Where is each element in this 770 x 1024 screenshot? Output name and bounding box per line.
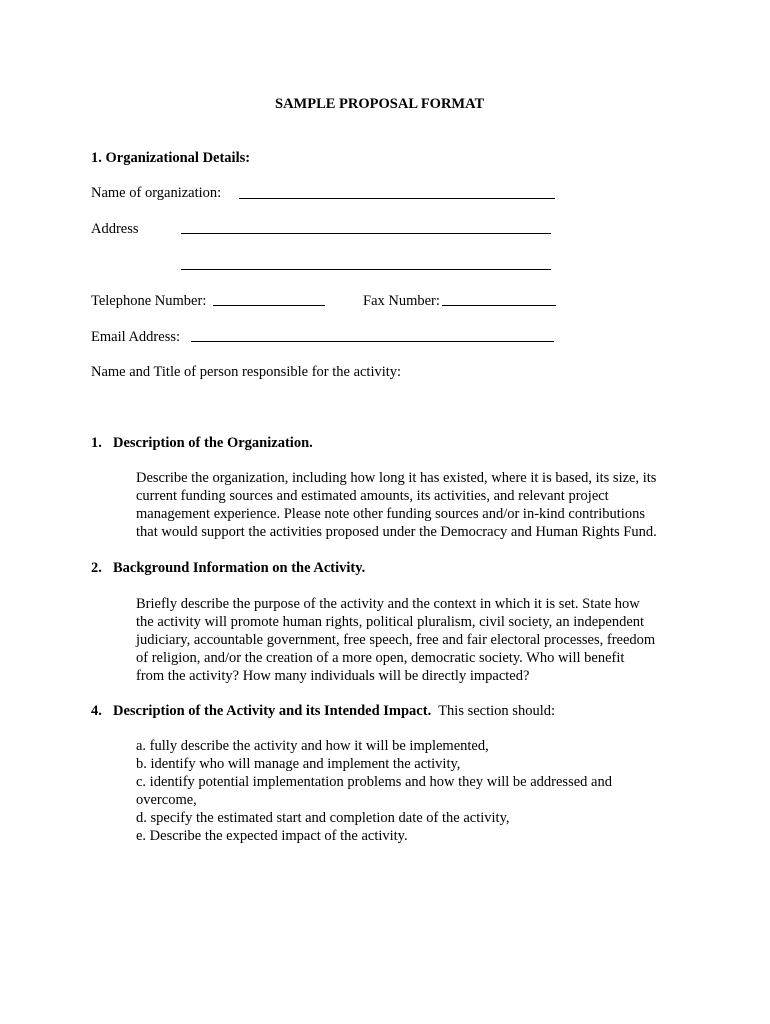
section-heading: Description of the Organization. — [113, 435, 313, 451]
org-name-field[interactable] — [239, 198, 555, 199]
address-field-line-1[interactable] — [181, 233, 551, 234]
paragraph-line: Briefly describe the purpose of the activity and the context in which it is set. State how — [136, 596, 640, 612]
list-item: d. specify the estimated start and completion date of the activity, — [136, 810, 510, 826]
section-heading: Background Information on the Activity. — [113, 560, 366, 576]
section-paragraph — [136, 595, 696, 685]
fax-field[interactable] — [442, 305, 556, 306]
section-number: 1. — [91, 435, 102, 451]
section-heading: Description of the Activity and its Intended Impact. — [113, 703, 432, 719]
address-field-line-2[interactable] — [181, 269, 551, 270]
paragraph-line: the activity will promote human rights, political pluralism, civil society, an independent — [136, 614, 645, 630]
paragraph-line: that would support the activities proposed under the Democracy and Human Rights Fund. — [136, 524, 657, 540]
list-item: a. fully describe the activity and how it will be implemented, — [136, 738, 489, 754]
paragraph-line: current funding sources and estimated amounts, its activities, and relevant project — [136, 488, 609, 504]
paragraph-line: management experience. Please note other funding sources and/or in-kind contributions — [136, 506, 645, 522]
list-item: e. Describe the expected impact of the activity. — [136, 828, 408, 844]
paragraph-line: from the activity? How many individuals will be directly impacted? — [136, 668, 530, 684]
address-label: Address — [91, 221, 139, 237]
paragraph-line: of religion, and/or the creation of a more open, democratic society. Who will benefit — [136, 650, 625, 666]
list-item: b. identify who will manage and implement the activity, — [136, 756, 461, 772]
email-label: Email Address: — [91, 329, 181, 345]
section-paragraph — [136, 469, 696, 541]
org-name-label: Name of organization: — [91, 185, 222, 201]
telephone-field[interactable] — [213, 305, 325, 306]
list-item: c. identify potential implementation problems and how they will be addressed and — [136, 774, 612, 790]
org-details-heading: 1. Organizational Details: — [91, 150, 251, 166]
section-heading-row — [113, 702, 555, 720]
telephone-label: Telephone Number: — [91, 293, 207, 309]
document-title: SAMPLE PROPOSAL FORMAT — [275, 96, 485, 112]
responsible-person-label: Name and Title of person responsible for the activity: — [91, 364, 402, 380]
list-item: overcome, — [136, 792, 197, 808]
section-heading-suffix: This section should: — [438, 703, 556, 719]
section-list — [136, 737, 696, 845]
section-number: 4. — [91, 703, 102, 719]
paragraph-line: Describe the organization, including how long it has existed, where it is based, its size, its — [136, 470, 657, 486]
email-field[interactable] — [191, 341, 554, 342]
section-number: 2. — [91, 560, 102, 576]
fax-label: Fax Number: — [363, 293, 440, 309]
paragraph-line: judiciary, accountable government, free speech, free and fair electoral processes, freedom — [136, 632, 656, 648]
